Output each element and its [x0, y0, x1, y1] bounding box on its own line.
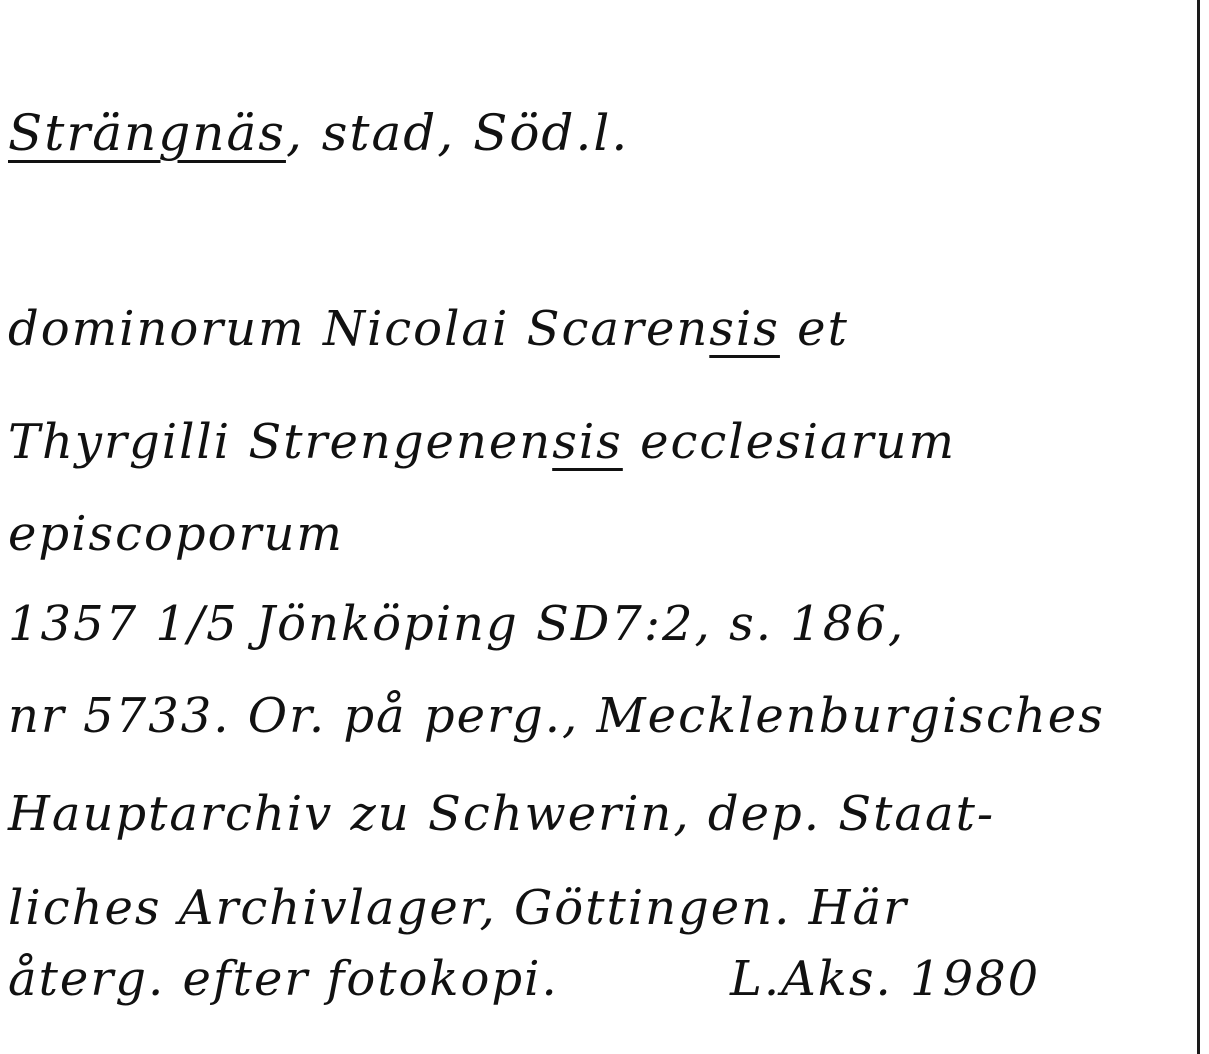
heading-place-details: , stad, Söd.l.: [285, 104, 630, 162]
card-text-line-4: 1357 1/5 Jönköping SD7:2, s. 186,: [8, 596, 906, 652]
card-heading: [8, 104, 630, 162]
heading-place-name: Strängnäs: [8, 104, 286, 162]
line-2-text: Thyrgilli Strengenen: [8, 414, 553, 470]
card-text-line-3: episcoporum: [8, 506, 344, 562]
line-2-tail: ecclesiarum: [622, 414, 956, 470]
card-text-line-1: [8, 301, 849, 357]
card-text-line-7: liches Archivlager, Göttingen. Här: [8, 880, 909, 936]
line-1-text: dominorum Nicolai Scaren: [8, 301, 710, 357]
line-1-tail: et: [779, 301, 849, 357]
card-text-line-2: [8, 414, 956, 470]
card-edge-line: [1197, 0, 1200, 1054]
card-text-line-6: Hauptarchiv zu Schwerin, dep. Staat-: [8, 786, 996, 842]
card-text-line-8: återg. efter fotokopi.: [8, 951, 559, 1007]
line-1-underlined: sis: [709, 301, 780, 357]
card-text-line-5: nr 5733. Or. på perg., Mecklenburgisches: [8, 688, 1105, 744]
line-2-underlined: sis: [552, 414, 623, 470]
signature: L.Aks. 1980: [730, 951, 1041, 1007]
